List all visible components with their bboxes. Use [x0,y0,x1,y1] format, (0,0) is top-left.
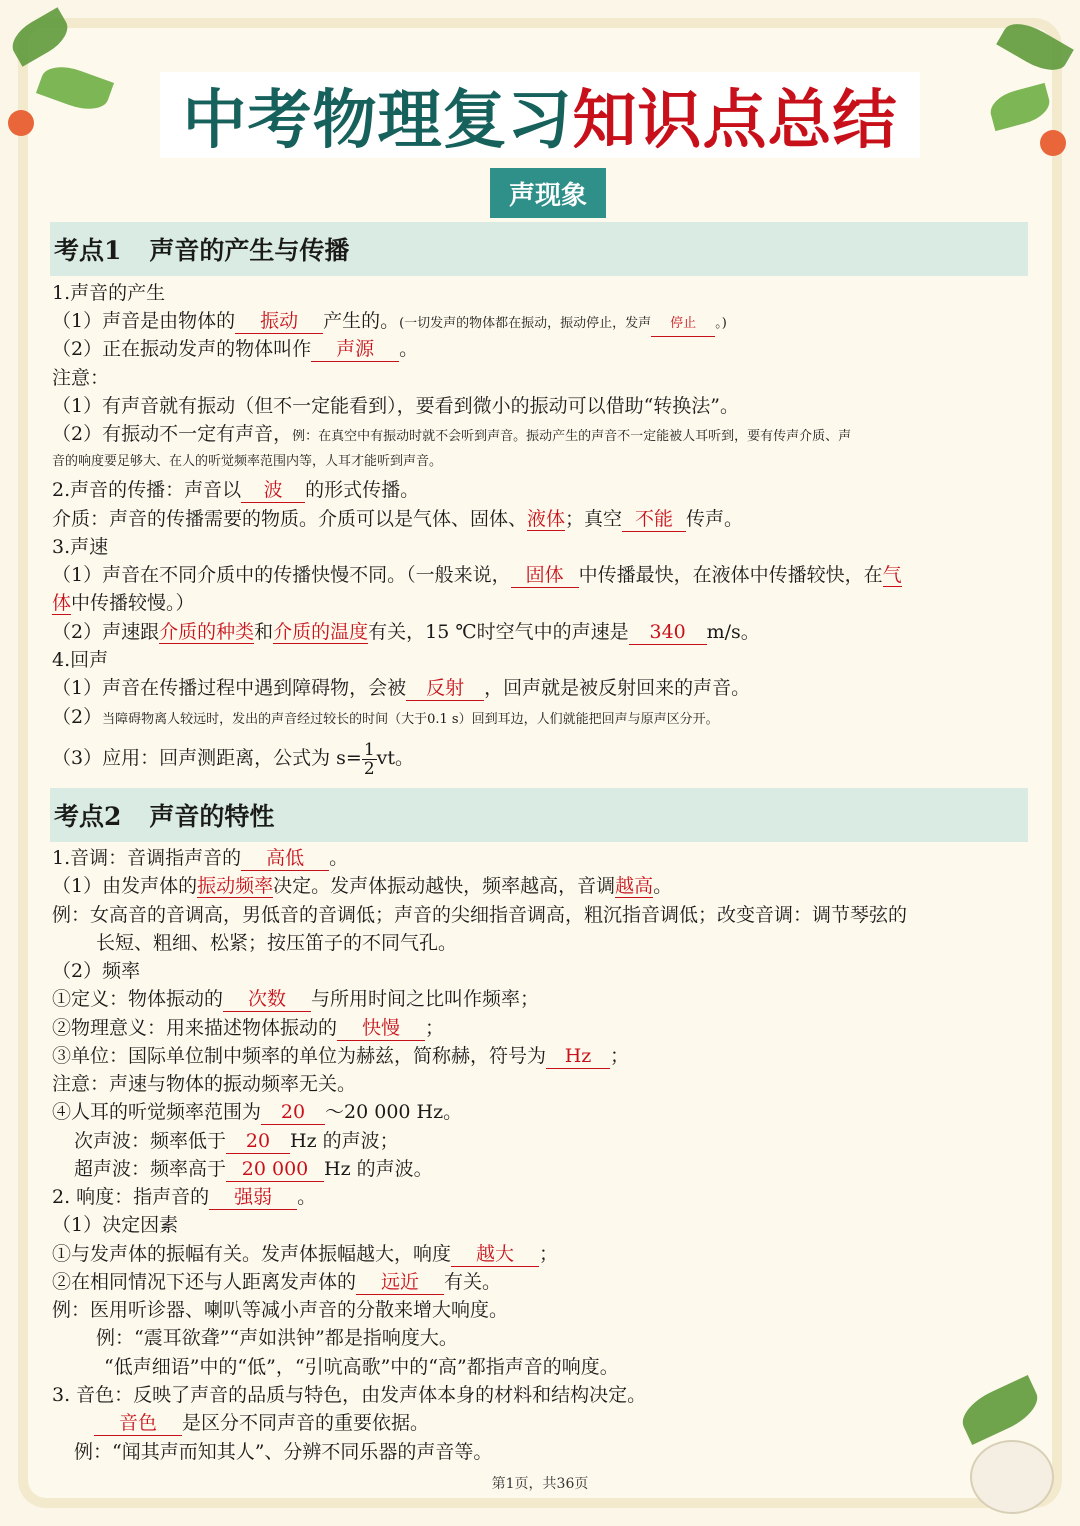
line-amplitude [52,1242,558,1267]
text: 1.音调：音调指声音的 [52,847,242,869]
text: ②在相同情况下还与人距离发声体的 [52,1271,357,1293]
text: ③单位：国际单位制中频率的单位为赫兹，简称赫，符号为 [52,1045,547,1067]
section-number: 考点1 [54,236,122,265]
blank-answer: 不能 [622,507,686,532]
title-part-2: 知识点总结 [572,84,898,158]
text: ①与发声体的振幅有关。发声体振幅越大，响度 [52,1243,452,1265]
blank-answer: 20 000 [226,1157,324,1182]
text: 的形式传播。 [305,479,420,501]
line-distance [52,1270,501,1295]
line-echo-2 [52,705,719,732]
text: （2）正在振动发声的物体叫作 [52,338,312,360]
line-timbre-2 [94,1411,429,1436]
blank-answer: 越高 [615,875,654,897]
line-loudness [52,1185,316,1210]
text: 。 [329,847,349,869]
text: Hz 的声波。 [324,1158,433,1180]
title-part-1: 中考物理复习 [182,84,573,158]
blank-answer: 反射 [406,676,484,701]
text: 介质：声音的传播需要的物质。介质可以是气体、固体、 [52,508,528,530]
text: （1）声音是由物体的 [52,310,236,332]
text: 超声波：频率高于 [74,1158,227,1180]
blank-answer: 340 [629,620,707,645]
blank-answer: 远近 [356,1270,444,1295]
text: 次声波：频率低于 [74,1130,227,1152]
text: 中传播较慢。） [71,592,195,614]
line-infrasound [74,1129,399,1154]
numerator: 1 [363,739,375,760]
blank-answer: 气 [882,564,902,586]
page-title [160,72,920,158]
fraction [362,741,377,778]
line-pitch [52,846,348,871]
line-example-pitch-cont: 长短、粗细、松紧；按压笛子的不同气孔。 [96,932,458,954]
blank-answer: 固体 [511,563,579,588]
text: （2）有振动不一定有声音， [52,423,293,445]
text: 与所用时间之比叫作频率； [311,988,540,1010]
line-freq-unit [52,1044,629,1069]
text: ②物理意义：用来描述物体振动的 [52,1017,338,1039]
blank-answer: 次数 [223,987,311,1012]
text: （1）声音在不同介质中的传播快慢不同。（一般来说， [52,564,511,586]
line-echo-3 [52,736,414,780]
line-example-pitch: 例：女高音的音调高，男低音的音调低；声音的尖细指音调高，粗沉指音调低；改变音调：调节琴弦的 [52,904,908,926]
blank-answer: 停止 [651,312,715,337]
line-note-speed: 注意：声速与物体的振动频率无关。 [52,1073,357,1095]
blank-answer: 介质的温度 [273,621,369,643]
text: 。 [399,338,419,360]
heading-speed: 3.声速 [52,536,109,558]
text: 传声。 [686,508,744,530]
line-sound-source [52,337,418,362]
text: 中传播最快，在液体中传播较快，在 [578,564,883,586]
blank-answer: 介质的种类 [159,621,255,643]
line-factors: （1）决定因素 [52,1214,179,1236]
topic-badge: 声现象 [490,168,606,218]
line-speed-1-cont [52,591,195,615]
line-freq-def [52,987,539,1012]
text: ～20 000 Hz。 [325,1101,463,1123]
line-vibration [52,309,727,337]
line-timbre: 3. 音色：反映了声音的品质与特色，由发声体本身的材料和结构决定。 [52,1384,647,1406]
line-example-idioms: 例：“震耳欲聋”“声如洪钟”都是指响度大。 [96,1327,458,1349]
text-small: (一切发声的物体都在振动，振动停止，发声 [399,316,652,331]
line-speed-2 [52,620,760,645]
blank-answer: Hz [546,1044,610,1069]
blank-answer: 液体 [527,508,566,530]
note-label: 注意： [52,367,110,389]
section-header-1 [50,222,1028,276]
text: 是区分不同声音的重要依据。 [182,1412,430,1434]
text-small: 当障碍物离人较远时，发出的声音经过较长的时间（大于0.1 s）回到耳边，人们就能把回声与原声区分开。 [102,712,719,727]
line-echo-1 [52,676,750,701]
text: （1）声音在传播过程中遇到障碍物，会被 [52,677,407,699]
text: ； [425,1017,445,1039]
text-small: 例：在真空中有振动时就不会听到声音。振动产生的声音不一定能被人耳听到，要有传声介质、声 [292,429,852,444]
blank-answer: 体 [52,592,72,614]
line-hearing-range [52,1100,462,1125]
line-freq-meaning [52,1016,444,1041]
blank-answer: 强弱 [209,1185,297,1210]
blank-answer: 高低 [241,846,329,871]
line-pitch-1 [52,874,672,898]
text: 和 [254,621,274,643]
line-example-idioms-2: “低声细语”中的“低”，“引吭高歌”中的“高”都指声音的响度。 [104,1356,619,1378]
text: （3）应用：回声测距离，公式为 s= [52,747,362,769]
text: （1）由发声体的 [52,875,198,897]
section-header-2 [50,788,1028,842]
leaf-decoration-top-left [0,0,120,180]
text: Hz 的声波； [290,1130,399,1152]
text: 。 [653,875,673,897]
note-2-cont: 音的响度要足够大、在人的听觉频率范围内等，人耳才能听到声音。 [52,454,443,469]
blank-answer: 波 [241,478,305,503]
line-speed-1 [52,563,902,588]
leaf-decoration-bottom-right [900,1380,1080,1526]
blank-answer: 快慢 [337,1016,425,1041]
text: ；真空 [565,508,623,530]
text: 决定。发声体振动越快，频率越高，音调 [273,875,616,897]
line-example-stethoscope: 例：医用听诊器、喇叭等减小声音的分散来增大响度。 [52,1299,509,1321]
line-ultrasound [74,1157,433,1182]
text: （2）声速跟 [52,621,160,643]
text: 2. 响度：指声音的 [52,1186,210,1208]
blank-answer: 20 [226,1129,290,1154]
section-number: 考点2 [54,802,122,831]
text: ，回声就是被反射回来的声音。 [484,677,751,699]
text: 有关。 [444,1271,502,1293]
text: m/s。 [706,621,760,643]
text: vt。 [376,747,415,769]
page-footer: 第1页，共36页 [491,1476,589,1492]
text: （2） [52,706,103,728]
heading-sound-production: 1.声音的产生 [52,282,166,304]
note-1: （1）有声音就有振动（但不一定能看到），要看到微小的振动可以借助“转换法”。 [52,395,740,417]
text: 产生的。 [323,310,400,332]
blank-answer: 振动频率 [197,875,274,897]
heading-propagation [52,478,419,503]
blank-answer: 越大 [451,1242,539,1267]
note-2 [52,422,851,449]
section-title: 声音的产生与传播 [149,236,350,265]
blank-answer: 振动 [235,309,323,334]
text: ④人耳的听觉频率范围为 [52,1101,262,1123]
blank-answer: 声源 [311,337,399,362]
line-medium [52,507,743,532]
leaf-decoration-top-right [960,0,1080,180]
text: ①定义：物体振动的 [52,988,224,1010]
section-title: 声音的特性 [149,802,275,831]
line-example-timbre: 例：“闻其声而知其人”、分辨不同乐器的声音等。 [74,1441,493,1463]
heading-echo: 4.回声 [52,649,109,671]
line-frequency: （2）频率 [52,960,141,982]
text-small: 。) [715,316,727,331]
blank-answer: 20 [261,1100,325,1125]
text: 有关，15 ℃时空气中的声速是 [368,621,629,643]
text: 2.声音的传播：声音以 [52,479,242,501]
text: 。 [297,1186,317,1208]
blank-answer: 音色 [94,1411,182,1436]
denominator: 2 [363,758,375,779]
text: ； [539,1243,559,1265]
text: ； [610,1045,630,1067]
